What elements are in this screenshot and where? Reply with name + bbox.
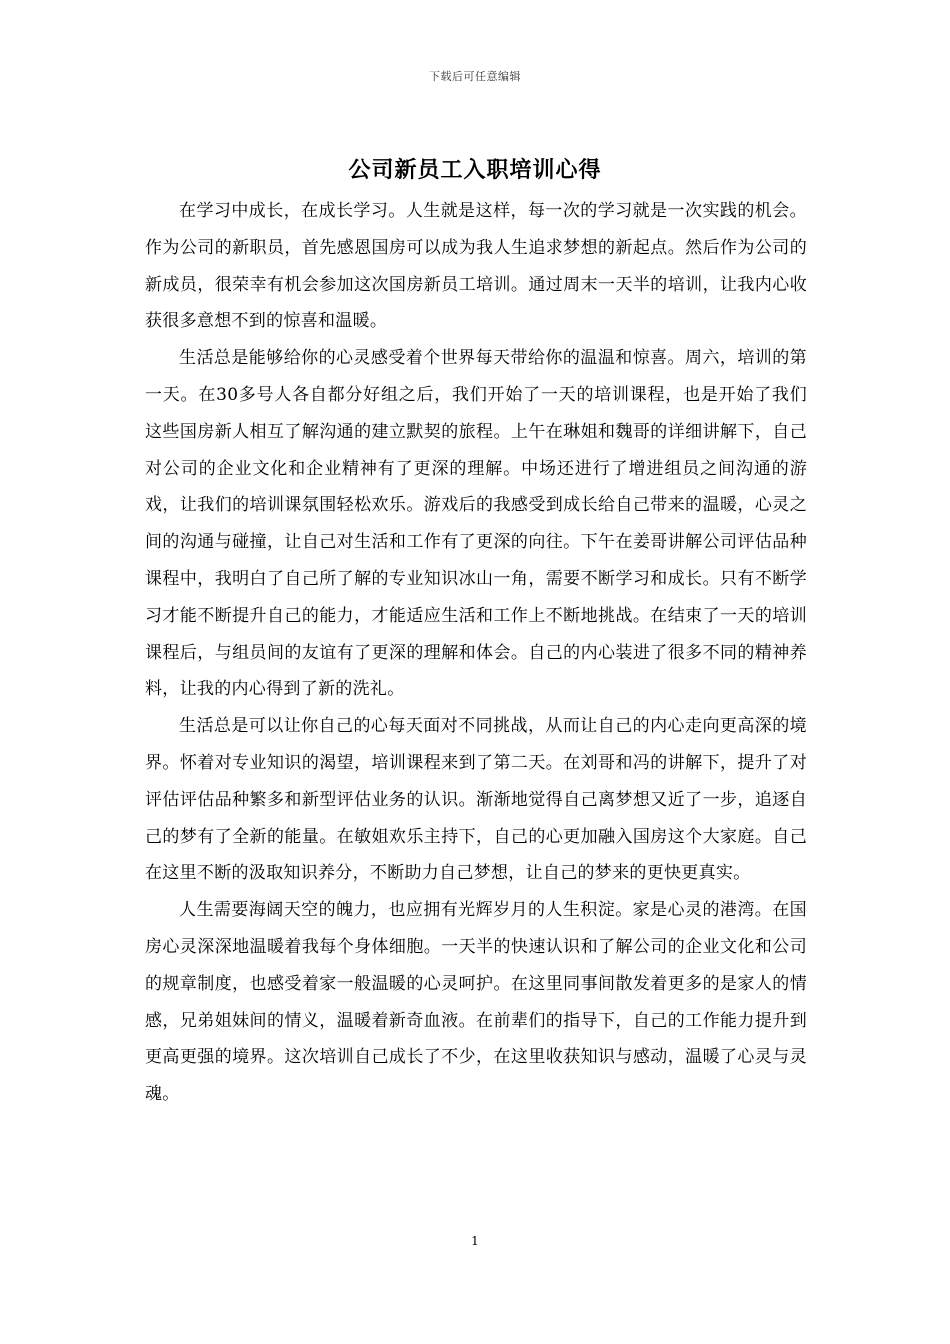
paragraph: 生活总是能够给你的心灵感受着个世界每天带给你的温温和惊喜。周六，培训的第一天。在30多号人各自都分好组之后，我们开始了一天的培训课程，也是开始了我们这些国房新人相互了解沟通的建立默契的旅程。上午在琳姐和魏哥的详细讲解下，自己对公司的企业文化和企业精神有了更深的理解。中场还进行了增进组员之间沟通的游戏，让我们的培训课氛围轻松欢乐。游戏后的我感受到成长给自己带来的温暖，心灵之间的沟通与碰撞，让自己对生活和工作有了更深的向往。下午在姜哥讲解公司评估品种课程中，我明白了自己所了解的专业知识冰山一角，需要不断学习和成长。只有不断学习才能不断提升自己的能力，才能适应生活和工作上不断地挑战。在结束了一天的培训课程后，与组员间的友谊有了更深的理解和体会。自己的内心装进了很多不同的精神养料，让我的内心得到了新的洗礼。 <box>145 348 807 700</box>
header-note: 下载后可任意编辑 <box>429 70 521 83</box>
paragraph: 在学习中成长，在成长学习。人生就是这样，每一次的学习就是一次实践的机会。作为公司的新职员，首先感恩国房可以成为我人生追求梦想的新起点。然后作为公司的新成员，很荣幸有机会参加这次国房新员工培训。通过周末一天半的培训，让我内心收获很多意想不到的惊喜和温暖。 <box>145 201 807 332</box>
paragraph: 生活总是可以让你自己的心每天面对不同挑战，从而让自己的内心走向更高深的境界。怀着对专业知识的渴望，培训课程来到了第二天。在刘哥和冯的讲解下，提升了对评估评估品种繁多和新型评估业务的认识。渐渐地觉得自己离梦想又近了一步，追逐自己的梦有了全新的能量。在敏姐欢乐主持下，自己的心更加融入国房这个大家庭。自己在这里不断的汲取知识养分，不断助力自己梦想，让自己的梦来的更快更真实。 <box>145 716 807 884</box>
page-number: 1 <box>471 1234 479 1248</box>
document-body <box>145 193 807 1113</box>
paragraph: 人生需要海阔天空的魄力，也应拥有光辉岁月的人生积淀。家是心灵的港湾。在国房心灵深深地温暖着我每个身体细胞。一天半的快速认识和了解公司的企业文化和公司的规章制度，也感受着家一般温暖的心灵呵护。在这里同事间散发着更多的是家人的情感，兄弟姐妹间的情义，温暖着新奇血液。在前辈们的指导下，自己的工作能力提升到更高更强的境界。这次培训自己成长了不少，在这里收获知识与感动，温暖了心灵与灵魂。 <box>145 900 807 1105</box>
document-title: 公司新员工入职培训心得 <box>348 158 602 183</box>
